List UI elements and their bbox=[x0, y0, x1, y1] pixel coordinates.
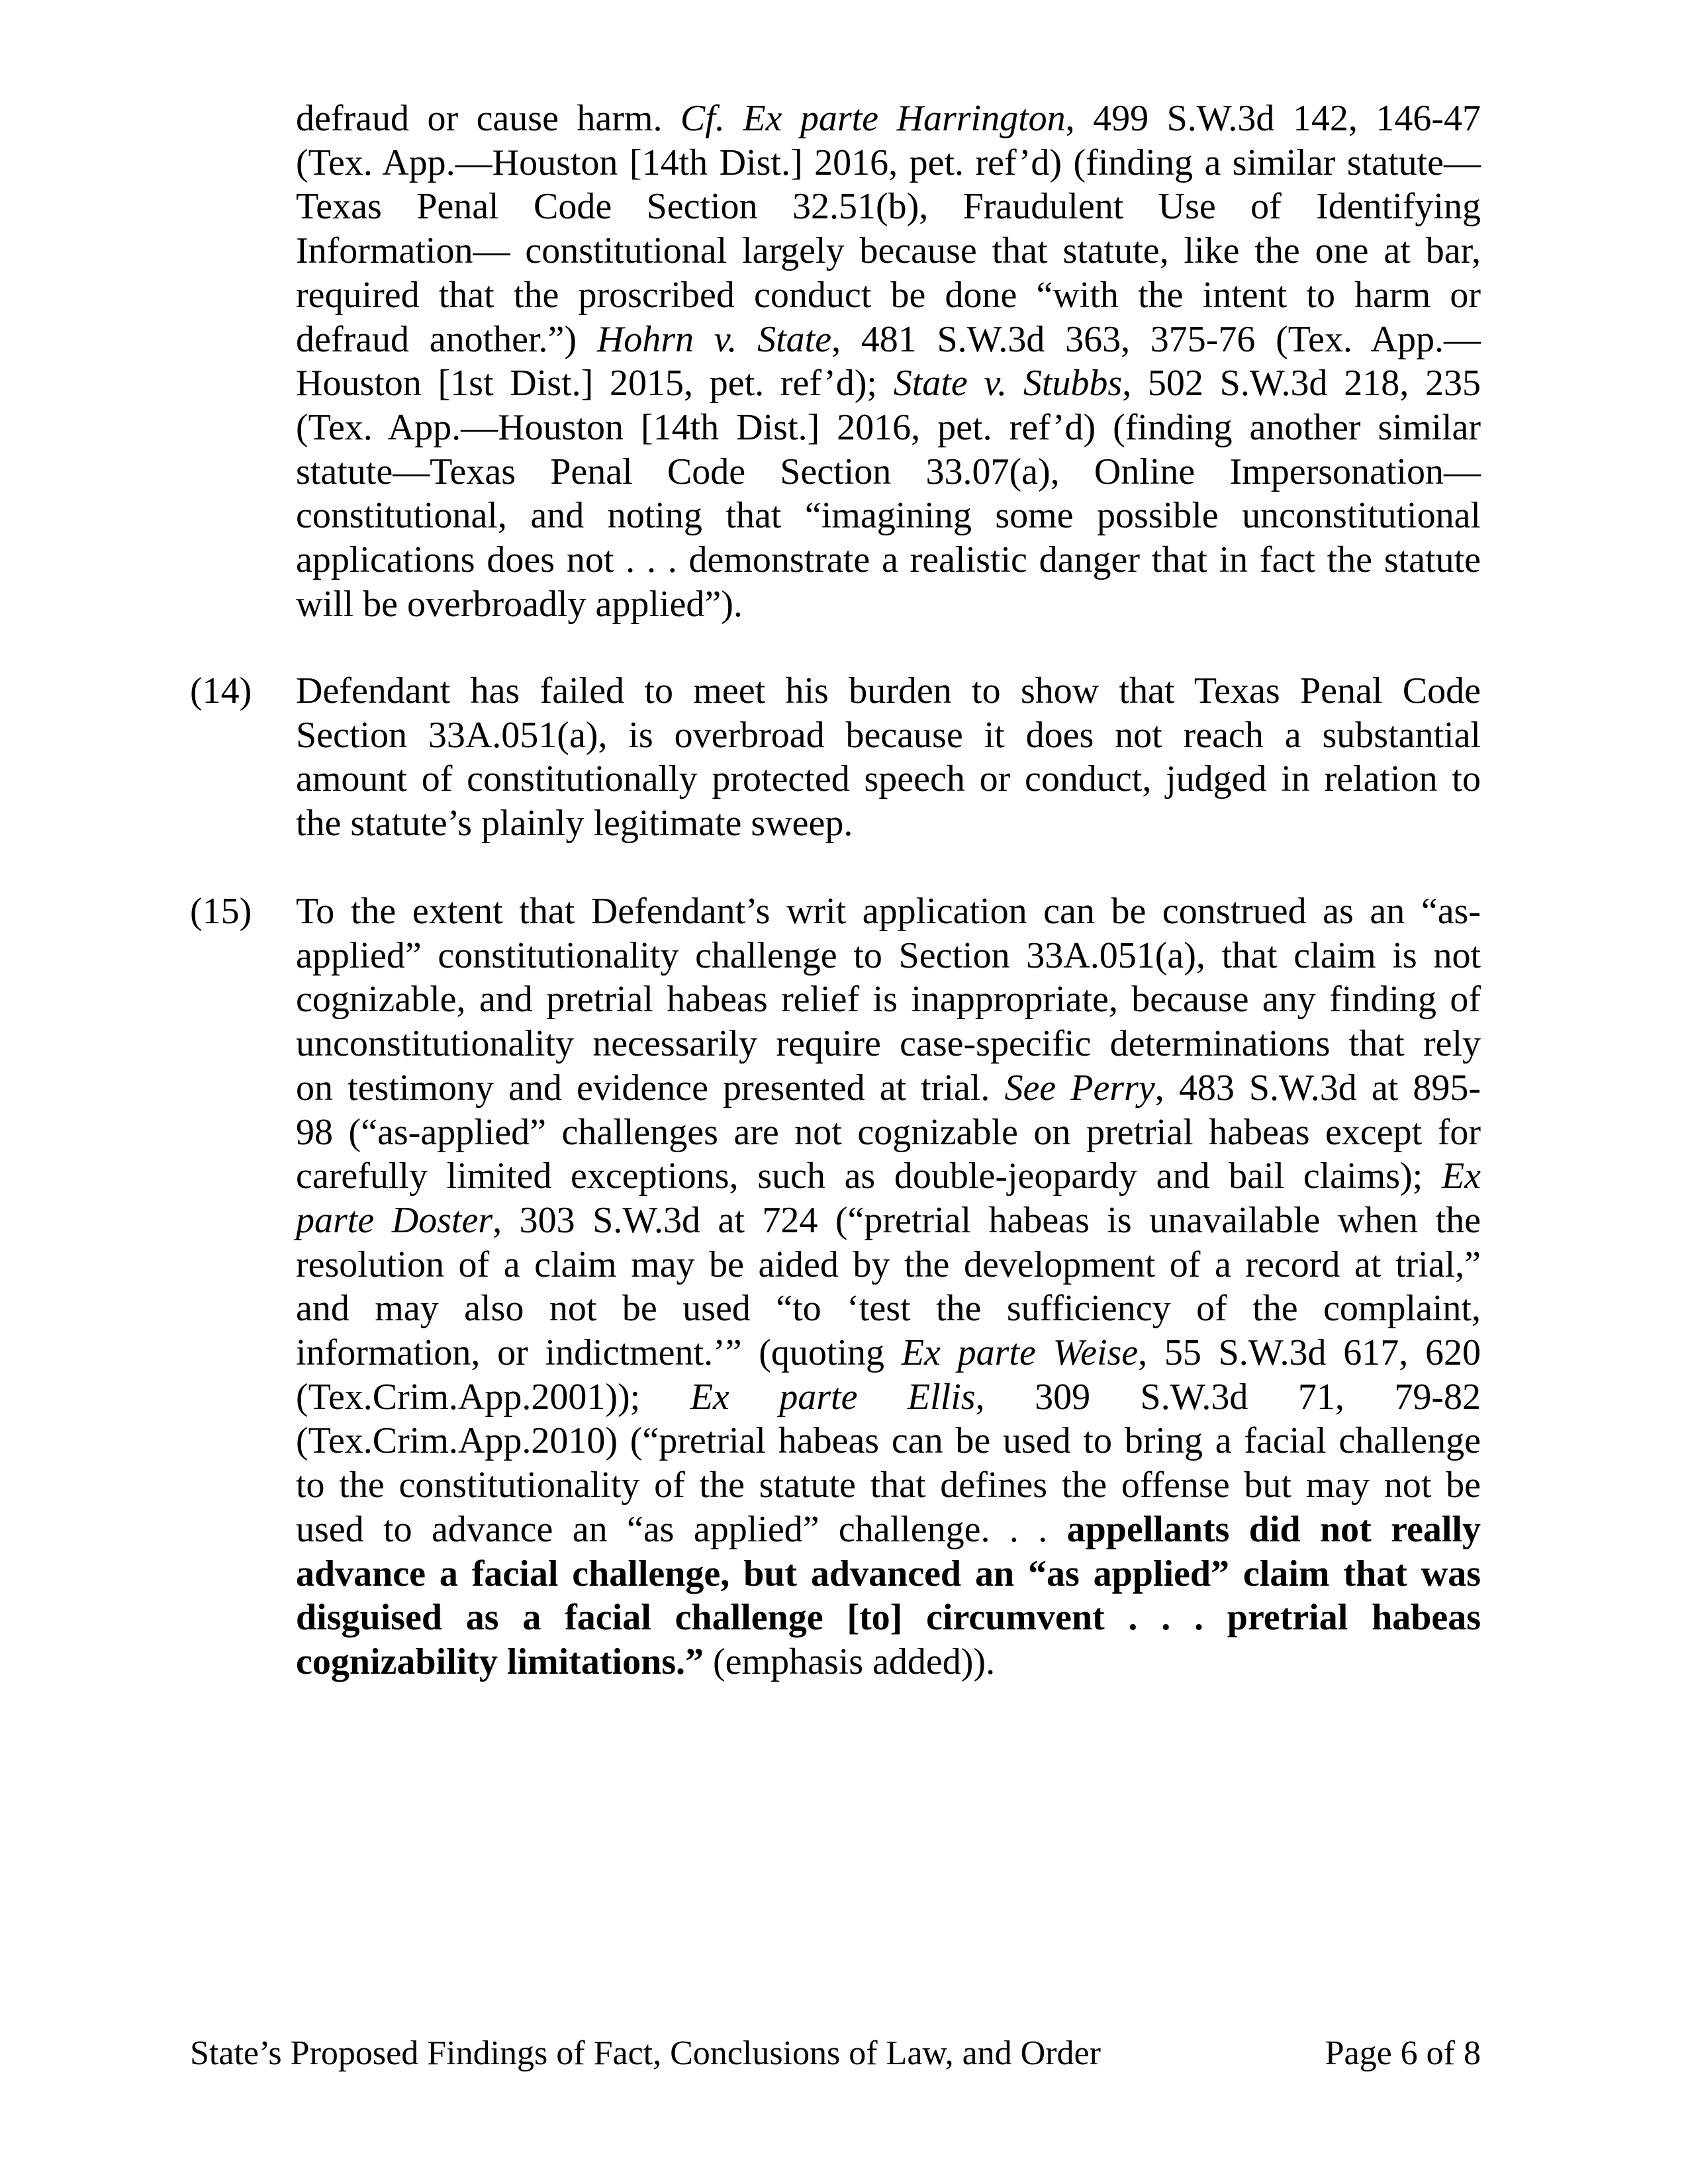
italic-citation: Hohrn v. State bbox=[596, 318, 832, 360]
text-run: unconstitutionality necessarily require case-specific determinations that rely bbox=[296, 1023, 1481, 1065]
text-run: applied” constitutionality challenge to Section 33A.051(a), that claim is not bbox=[296, 934, 1481, 976]
text-line bbox=[296, 318, 1481, 362]
footer-document-title: State’s Proposed Findings of Fact, Conclusions of Law, and Order bbox=[190, 2034, 1101, 2072]
text-run: , 303 S.W.3d at 724 (“pretrial habeas is unavailable when the bbox=[492, 1199, 1481, 1241]
text-run: defraud another.”) bbox=[296, 318, 597, 360]
italic-citation: Ex parte Harrington bbox=[743, 98, 1066, 139]
text-line bbox=[296, 713, 1481, 758]
text-run: 98 (“as-applied” challenges are not cognizable on pretrial habeas except for bbox=[296, 1111, 1481, 1153]
text-run: information, or indictment.’” (quoting bbox=[296, 1332, 902, 1374]
text-run: Texas Penal Code Section 32.51(b), Fraudulent Use of Identifying bbox=[296, 186, 1481, 228]
text-line bbox=[296, 450, 1481, 494]
text-run: Defendant has failed to meet his burden to show that Texas Penal Code bbox=[296, 670, 1481, 711]
text-run: Section 33A.051(a), is overbroad because it does not reach a substantial bbox=[296, 714, 1481, 756]
text-run: , 481 S.W.3d 363, 375-76 (Tex. App.— bbox=[831, 318, 1481, 360]
paragraph-15 bbox=[296, 889, 1481, 1684]
text-run: required that the proscribed conduct be done “with the intent to harm or bbox=[296, 274, 1481, 316]
text-run: carefully limited exceptions, such as double-jeopardy and bail claims); bbox=[296, 1156, 1442, 1197]
text-run: used to advance an “as applied” challenge. . . bbox=[296, 1508, 1067, 1550]
text-run: Houston [1st Dist.] 2015, pet. ref’d); bbox=[296, 363, 894, 404]
text-line bbox=[296, 669, 1481, 713]
text-run: cognizable, and pretrial habeas relief is inappropriate, because any finding of bbox=[296, 979, 1481, 1021]
text-run: constitutional, and noting that “imagining some possible unconstitutional bbox=[296, 495, 1481, 537]
text-run: , 55 S.W.3d 617, 620 bbox=[1138, 1332, 1481, 1374]
bold-text: advance a facial challenge, but advanced an “as applied” claim that was bbox=[296, 1553, 1481, 1594]
text-line bbox=[296, 1022, 1481, 1066]
text-line bbox=[296, 1463, 1481, 1508]
text-line bbox=[296, 1199, 1481, 1243]
text-run: and may also not be used “to ‘test the sufficiency of the complaint, bbox=[296, 1288, 1481, 1330]
text-line bbox=[296, 757, 1481, 801]
text-line bbox=[296, 1243, 1481, 1287]
text-run: will be overbroadly applied”). bbox=[296, 583, 743, 625]
text-line bbox=[296, 141, 1481, 185]
text-run: the statute’s plainly legitimate sweep. bbox=[296, 803, 853, 844]
text-run bbox=[725, 98, 743, 139]
text-run: (Tex. App.—Houston [14th Dist.] 2016, pet. ref’d) (finding a similar statute— bbox=[296, 142, 1481, 183]
text-line bbox=[296, 889, 1481, 934]
text-run: , 502 S.W.3d 218, 235 bbox=[1122, 363, 1481, 404]
text-line bbox=[296, 229, 1481, 273]
continued-paragraph bbox=[296, 97, 1481, 626]
text-run: resolution of a claim may be aided by the development of a record at trial,” bbox=[296, 1244, 1481, 1285]
text-line bbox=[296, 978, 1481, 1022]
text-line bbox=[296, 538, 1481, 582]
text-run: (Tex.Crim.App.2010) (“pretrial habeas can be used to bring a facial challenge bbox=[296, 1420, 1481, 1462]
text-run: (Tex.Crim.App.2001)); bbox=[296, 1376, 690, 1418]
text-line bbox=[296, 1375, 1481, 1420]
text-line bbox=[296, 1111, 1481, 1155]
text-run: , 499 S.W.3d 142, 146-47 bbox=[1065, 98, 1481, 139]
footer-page-number: Page 6 of 8 bbox=[1325, 2034, 1481, 2072]
text-line bbox=[296, 273, 1481, 318]
text-line bbox=[296, 1331, 1481, 1375]
italic-citation: parte Doster bbox=[296, 1199, 493, 1241]
italic-citation: Ex bbox=[1441, 1156, 1481, 1197]
text-line bbox=[296, 185, 1481, 229]
italic-citation: Ex parte Weise bbox=[901, 1332, 1139, 1374]
text-line bbox=[296, 1552, 1481, 1596]
paragraph-number-15: (15) bbox=[190, 891, 252, 932]
italic-citation: Ex parte Ellis bbox=[690, 1376, 976, 1418]
text-run: applications does not . . . demonstrate a realistic danger that in fact the statute bbox=[296, 539, 1481, 581]
text-run: , 309 S.W.3d 71, 79-82 bbox=[975, 1376, 1481, 1418]
text-run: , 483 S.W.3d at 895- bbox=[1154, 1067, 1481, 1109]
text-line bbox=[296, 1596, 1481, 1640]
text-run: To the extent that Defendant’s writ application can be construed as an “as- bbox=[296, 891, 1481, 932]
paragraph-number-14: (14) bbox=[190, 670, 252, 711]
text-line bbox=[296, 801, 1481, 846]
text-line bbox=[296, 934, 1481, 978]
text-line bbox=[296, 1640, 1481, 1684]
text-line bbox=[296, 582, 1481, 627]
text-run: (emphasis added)). bbox=[704, 1641, 996, 1682]
text-run: defraud or cause harm. bbox=[296, 98, 680, 139]
text-line bbox=[296, 361, 1481, 406]
bold-text: appellants did not really bbox=[1066, 1508, 1481, 1550]
text-line bbox=[296, 1419, 1481, 1463]
paragraph-14 bbox=[296, 669, 1481, 846]
text-run: Information— constitutional largely because that statute, like the one at bar, bbox=[296, 230, 1481, 272]
text-line bbox=[296, 1066, 1481, 1111]
italic-citation: See Perry bbox=[1004, 1067, 1155, 1109]
text-run: statute—Texas Penal Code Section 33.07(a), Online Impersonation— bbox=[296, 451, 1481, 492]
bold-text: disguised as a facial challenge [to] circumvent . . . pretrial habeas bbox=[296, 1597, 1481, 1639]
text-run: on testimony and evidence presented at trial. bbox=[296, 1067, 1005, 1109]
text-line bbox=[296, 1287, 1481, 1331]
text-line bbox=[296, 97, 1481, 141]
italic-citation: Cf. bbox=[680, 98, 725, 139]
text-line bbox=[296, 1508, 1481, 1552]
text-run: to the constitutionality of the statute that defines the offense but may not be bbox=[296, 1465, 1481, 1506]
text-line bbox=[296, 494, 1481, 538]
text-run: amount of constitutionally protected speech or conduct, judged in relation to bbox=[296, 758, 1481, 800]
text-line bbox=[296, 406, 1481, 450]
text-line bbox=[296, 1154, 1481, 1199]
italic-citation: State v. Stubbs bbox=[893, 363, 1123, 404]
bold-text: cognizability limitations.” bbox=[296, 1641, 704, 1682]
text-run: (Tex. App.—Houston [14th Dist.] 2016, pet. ref’d) (finding another similar bbox=[296, 406, 1481, 448]
